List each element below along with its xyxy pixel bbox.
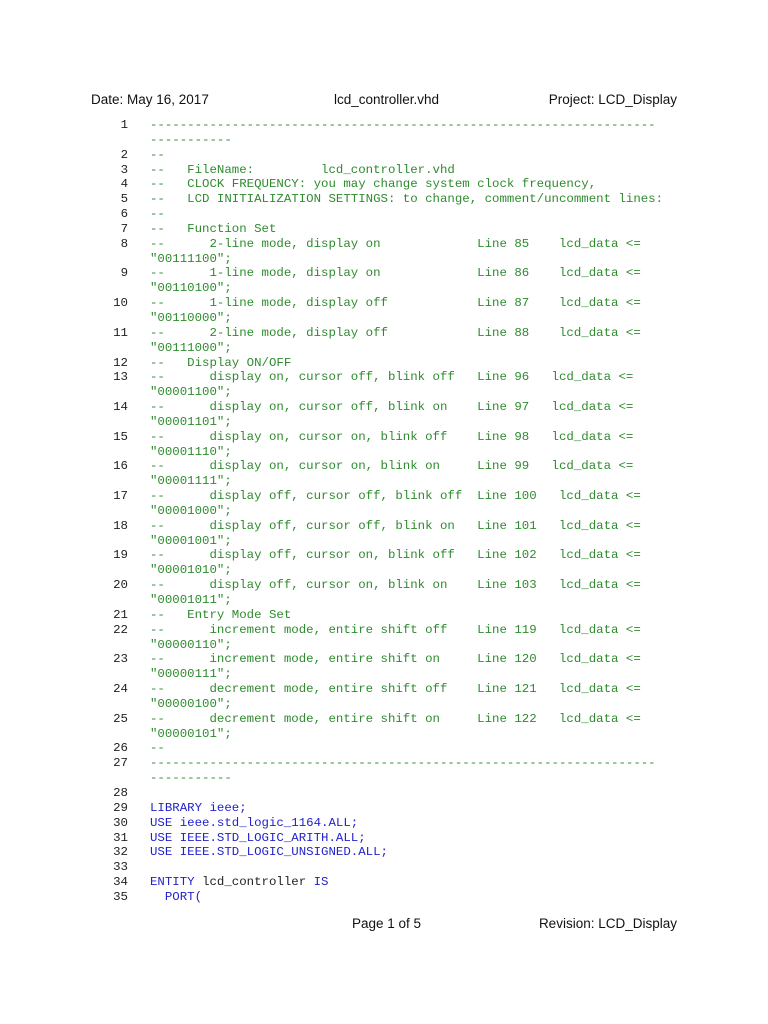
code-text xyxy=(150,400,633,415)
code-comment: "00000110"; xyxy=(150,637,232,652)
code-comment: -- decrement mode, entire shift on Line 122 lcd_data <= xyxy=(150,711,641,726)
code-text xyxy=(150,756,656,771)
code-line xyxy=(110,356,663,371)
code-comment: -- LCD INITIALIZATION SETTINGS: to change, comment/uncomment lines: xyxy=(150,192,664,207)
code-keyword: USE IEEE.STD_LOGIC_ARITH.ALL; xyxy=(150,830,366,845)
line-number xyxy=(110,311,128,326)
code-line xyxy=(110,400,663,415)
code-line xyxy=(110,756,663,771)
code-comment: "00001010"; xyxy=(150,563,232,578)
line-number: 18 xyxy=(113,518,128,533)
code-line xyxy=(110,816,663,831)
code-text xyxy=(150,266,641,281)
footer-page-number: Page 1 of 5 xyxy=(352,916,422,931)
code-comment: -- CLOCK FREQUENCY: you may change system clock frequency, xyxy=(150,177,597,192)
code-comment: -- display off, cursor off, blink off Line 100 lcd_data <= xyxy=(150,489,641,504)
code-text xyxy=(150,489,641,504)
line-number: 29 xyxy=(113,800,128,815)
code-line xyxy=(110,504,663,519)
code-comment: "00001101"; xyxy=(150,414,232,429)
code-text xyxy=(150,459,633,474)
code-text xyxy=(150,652,641,667)
code-comment: "00001011"; xyxy=(150,593,232,607)
line-number: 35 xyxy=(113,889,128,904)
code-comment: -- increment mode, entire shift on Line 120 lcd_data <= xyxy=(150,652,641,667)
code-text xyxy=(150,608,291,623)
line-number xyxy=(110,445,128,460)
code-line xyxy=(110,519,663,534)
code-text xyxy=(150,504,232,519)
code-text xyxy=(150,474,232,489)
line-number: 23 xyxy=(113,652,128,667)
code-comment: "00001110"; xyxy=(150,444,232,459)
code-text xyxy=(150,237,641,252)
code-line xyxy=(110,727,663,742)
code-identifier: lcd_controller xyxy=(202,875,314,890)
code-text xyxy=(150,593,232,608)
line-number: 27 xyxy=(113,756,128,771)
code-text xyxy=(150,281,232,296)
line-number: 26 xyxy=(113,741,128,756)
line-number: 10 xyxy=(113,296,128,311)
line-number: 3 xyxy=(120,162,128,177)
code-comment: ----------- xyxy=(150,132,232,147)
code-text xyxy=(150,578,641,593)
line-number: 8 xyxy=(120,236,128,251)
code-line xyxy=(110,682,663,697)
code-line xyxy=(110,786,663,801)
code-line xyxy=(110,192,663,207)
code-comment: "00000101"; xyxy=(150,726,232,741)
code-text xyxy=(150,623,641,638)
line-number xyxy=(110,252,128,267)
code-text xyxy=(150,445,232,460)
line-number xyxy=(110,415,128,430)
code-text xyxy=(150,875,328,890)
code-text xyxy=(150,326,641,341)
code-line xyxy=(110,667,663,682)
line-number: 34 xyxy=(113,875,128,890)
line-number xyxy=(110,341,128,356)
code-text xyxy=(150,801,247,816)
line-number xyxy=(110,281,128,296)
code-text xyxy=(150,430,633,445)
line-number: 33 xyxy=(113,860,128,875)
code-text xyxy=(150,148,165,163)
code-line xyxy=(110,534,663,549)
line-number: 28 xyxy=(113,785,128,800)
line-number xyxy=(110,727,128,742)
code-line xyxy=(110,771,663,786)
code-line xyxy=(110,311,663,326)
line-number: 9 xyxy=(120,266,128,281)
code-comment: -- display on, cursor off, blink on Line 97 lcd_data <= xyxy=(150,400,634,415)
code-line xyxy=(110,593,663,608)
code-text xyxy=(150,311,232,326)
code-comment: -- xyxy=(150,741,165,756)
code-comment: -- xyxy=(150,207,165,222)
line-number xyxy=(110,474,128,489)
line-number: 20 xyxy=(113,578,128,593)
code-line xyxy=(110,252,663,267)
line-number: 13 xyxy=(113,370,128,385)
code-line xyxy=(110,207,663,222)
code-line xyxy=(110,563,663,578)
code-line xyxy=(110,163,663,178)
code-line xyxy=(110,831,663,846)
code-comment: "00001001"; xyxy=(150,533,232,548)
code-comment: "00110000"; xyxy=(150,310,232,325)
code-comment: "00001100"; xyxy=(150,385,232,400)
code-text xyxy=(150,845,388,860)
code-comment: -- display on, cursor on, blink on Line 99 lcd_data <= xyxy=(150,459,634,474)
code-comment: -- 1-line mode, display on Line 86 lcd_data <= xyxy=(150,266,641,281)
code-comment: -- Function Set xyxy=(150,221,277,236)
code-comment: -- Display ON/OFF xyxy=(150,355,292,370)
line-number: 32 xyxy=(113,845,128,860)
code-line xyxy=(110,623,663,638)
code-text xyxy=(150,816,358,831)
line-number: 22 xyxy=(113,622,128,637)
line-number: 19 xyxy=(113,548,128,563)
code-text xyxy=(150,192,663,207)
code-text xyxy=(150,519,641,534)
code-text xyxy=(150,118,656,133)
code-line xyxy=(110,326,663,341)
line-number: 30 xyxy=(113,815,128,830)
header-filename: lcd_controller.vhd xyxy=(334,92,440,107)
code-comment: -- increment mode, entire shift off Line 119 lcd_data <= xyxy=(150,622,641,637)
code-line xyxy=(110,296,663,311)
code-keyword: USE ieee.std_logic_1164.ALL; xyxy=(150,815,359,830)
line-number: 2 xyxy=(120,147,128,162)
code-keyword: IS xyxy=(313,875,329,890)
code-comment: -- display on, cursor off, blink off Line 96 lcd_data <= xyxy=(150,370,634,385)
code-text xyxy=(150,727,232,742)
code-text xyxy=(150,638,232,653)
code-comment: -- display on, cursor on, blink off Line 98 lcd_data <= xyxy=(150,429,634,444)
code-keyword: ENTITY xyxy=(150,875,203,890)
line-number xyxy=(110,534,128,549)
code-text xyxy=(150,563,232,578)
line-number xyxy=(110,385,128,400)
code-comment: ----------- xyxy=(150,771,232,786)
line-number: 16 xyxy=(113,459,128,474)
code-comment: "00110100"; xyxy=(150,281,232,296)
code-text xyxy=(150,222,276,237)
code-text xyxy=(150,534,232,549)
code-comment: -- 2-line mode, display on Line 85 lcd_data <= xyxy=(150,236,641,251)
code-comment: -- 1-line mode, display off Line 87 lcd_data <= xyxy=(150,296,641,311)
line-number: 5 xyxy=(120,192,128,207)
code-text xyxy=(150,771,232,786)
code-line xyxy=(110,177,663,192)
code-text xyxy=(150,712,641,727)
code-line xyxy=(110,548,663,563)
code-comment: -------------------------------------------------------------------- xyxy=(150,756,656,771)
line-number xyxy=(110,563,128,578)
code-line xyxy=(110,801,663,816)
code-comment: -- 2-line mode, display off Line 88 lcd_data <= xyxy=(150,325,641,340)
code-line xyxy=(110,133,663,148)
code-line xyxy=(110,445,663,460)
code-keyword: PORT( xyxy=(150,889,203,904)
code-comment: -- decrement mode, entire shift off Line 121 lcd_data <= xyxy=(150,682,641,697)
line-number xyxy=(110,697,128,712)
code-comment: -- FileName: lcd_controller.vhd xyxy=(150,162,455,177)
code-comment: -- display off, cursor off, blink on Line 101 lcd_data <= xyxy=(150,518,641,533)
code-text xyxy=(150,252,232,267)
code-line xyxy=(110,875,663,890)
line-number: 4 xyxy=(120,177,128,192)
code-line xyxy=(110,430,663,445)
code-keyword: LIBRARY ieee; xyxy=(150,800,247,815)
code-line xyxy=(110,266,663,281)
code-comment: "00000100"; xyxy=(150,696,232,711)
code-line xyxy=(110,148,663,163)
code-line xyxy=(110,237,663,252)
code-line xyxy=(110,652,663,667)
line-number: 7 xyxy=(120,221,128,236)
line-number: 24 xyxy=(113,682,128,697)
code-comment: "00111100"; xyxy=(150,251,232,266)
code-text xyxy=(150,356,291,371)
code-text xyxy=(150,370,633,385)
code-line xyxy=(110,222,663,237)
header-date: Date: May 16, 2017 xyxy=(91,92,209,107)
code-line xyxy=(110,608,663,623)
code-comment: "00001111"; xyxy=(150,474,232,489)
code-keyword: USE IEEE.STD_LOGIC_UNSIGNED.ALL; xyxy=(150,845,388,860)
code-line xyxy=(110,638,663,653)
header-project: Project: LCD_Display xyxy=(548,92,677,107)
line-number xyxy=(110,504,128,519)
code-text xyxy=(150,548,641,563)
code-line xyxy=(110,474,663,489)
line-number xyxy=(110,667,128,682)
line-number xyxy=(110,593,128,608)
code-comment: -- display off, cursor on, blink on Line 103 lcd_data <= xyxy=(150,578,641,593)
code-comment: "00111000"; xyxy=(150,340,232,355)
code-line xyxy=(110,741,663,756)
code-text xyxy=(150,163,455,178)
line-number xyxy=(110,771,128,786)
code-text xyxy=(150,296,641,311)
code-line xyxy=(110,890,663,905)
code-line xyxy=(110,415,663,430)
code-line xyxy=(110,459,663,474)
code-line xyxy=(110,489,663,504)
code-comment: -------------------------------------------------------------------- xyxy=(150,118,656,132)
code-line xyxy=(110,578,663,593)
line-number: 17 xyxy=(113,489,128,504)
code-line xyxy=(110,118,663,133)
code-text xyxy=(150,682,641,697)
line-number: 12 xyxy=(113,355,128,370)
code-line xyxy=(110,697,663,712)
code-text xyxy=(150,415,232,430)
code-comment: "00001000"; xyxy=(150,503,232,518)
code-comment: "00000111"; xyxy=(150,667,232,682)
code-line xyxy=(110,370,663,385)
code-line xyxy=(110,860,663,875)
code-line xyxy=(110,281,663,296)
line-number xyxy=(110,133,128,148)
line-number: 14 xyxy=(113,400,128,415)
code-text xyxy=(150,697,232,712)
code-listing xyxy=(110,118,663,905)
code-text xyxy=(150,341,232,356)
footer-revision: Revision: LCD_Display xyxy=(538,916,677,931)
code-text xyxy=(150,890,202,905)
line-number: 21 xyxy=(113,607,128,622)
code-text xyxy=(150,177,596,192)
code-text xyxy=(150,831,366,846)
code-text xyxy=(150,741,165,756)
code-line xyxy=(110,341,663,356)
line-number: 15 xyxy=(113,429,128,444)
code-comment: -- Entry Mode Set xyxy=(150,607,292,622)
code-line xyxy=(110,845,663,860)
code-text xyxy=(150,207,165,222)
line-number: 1 xyxy=(120,118,128,132)
code-line xyxy=(110,712,663,727)
code-comment: -- display off, cursor on, blink off Line 102 lcd_data <= xyxy=(150,548,641,563)
line-number: 11 xyxy=(113,325,128,340)
line-number: 6 xyxy=(120,207,128,222)
code-text xyxy=(150,385,232,400)
line-number: 25 xyxy=(113,711,128,726)
code-line xyxy=(110,385,663,400)
code-text xyxy=(150,667,232,682)
line-number: 31 xyxy=(113,830,128,845)
line-number xyxy=(110,638,128,653)
code-text xyxy=(150,133,232,148)
code-comment: -- xyxy=(150,147,165,162)
